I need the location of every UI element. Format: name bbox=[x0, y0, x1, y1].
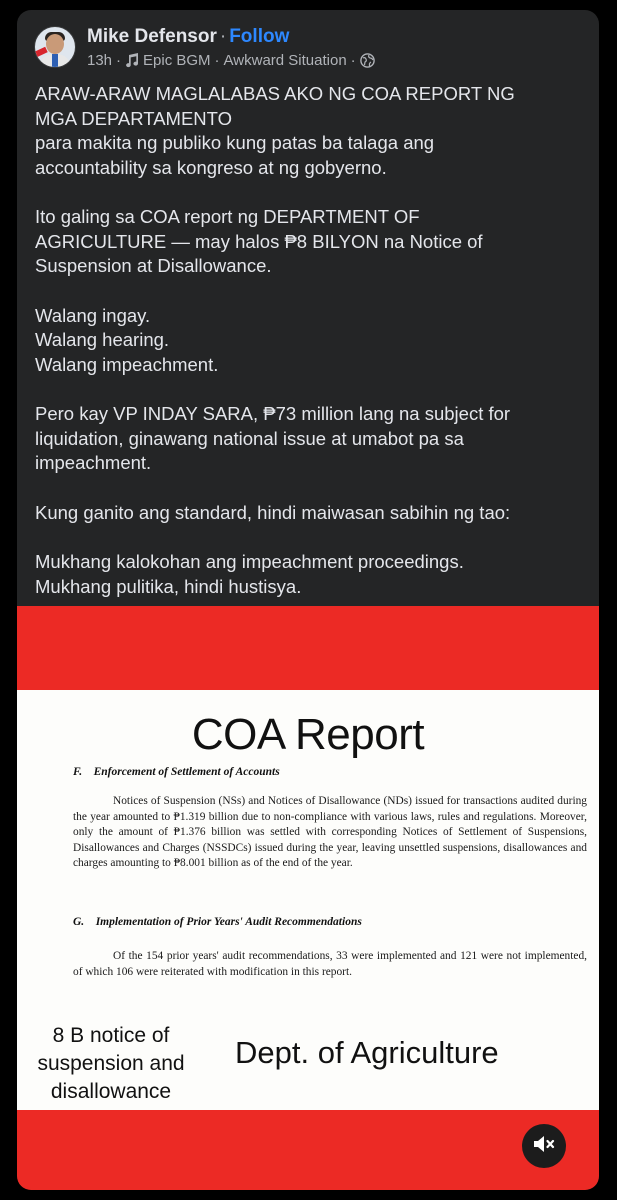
post-media-video[interactable] bbox=[17, 606, 599, 1190]
section-g-label: G. bbox=[73, 916, 85, 928]
section-f-body: Notices of Suspension (NSs) and Notices of Disallowance (NDs) issued for transactions audited during the year amounted to ₱1.319 billion due to non-compliance with various laws, rules and regulations. Moreover, only the amount of ₱1.376 billion was settled with corresponding Notices of Settlement of Suspensions, Disallowances and Charges (NSSDCs) issued during the year, leaving unsettled suspensions, disallowances and charges amounting to ₱8.001 billion as of the end of the year. bbox=[73, 795, 587, 869]
coa-report-document bbox=[17, 690, 599, 1110]
name-line bbox=[87, 26, 289, 48]
text-line: Mukhang pulitika, hindi hustisya. bbox=[35, 575, 302, 597]
music-separator: · bbox=[214, 52, 220, 69]
section-g-title: Implementation of Prior Years' Audit Recommendations bbox=[95, 916, 362, 928]
caption-left-line: disallowance bbox=[50, 1080, 172, 1103]
text-line: Walang impeachment. bbox=[35, 353, 219, 375]
author-name[interactable]: Mike Defensor bbox=[87, 26, 217, 47]
text-line: Pero kay VP INDAY SARA, ₱73 million lang na subject for bbox=[35, 403, 511, 424]
text-line: para makita ng publiko kung patas ba talaga ang bbox=[35, 132, 435, 153]
text-line: Kung ganito ang standard, hindi maiwasan sabihin ng tao: bbox=[35, 501, 511, 523]
caption-right: Dept. of Agriculture bbox=[235, 1035, 499, 1070]
speaker-muted-icon bbox=[532, 1133, 556, 1160]
caption-left-line: suspension and bbox=[37, 1052, 185, 1075]
text-line: ARAW-ARAW MAGLALABAS AKO NG COA REPORT NG bbox=[35, 83, 515, 104]
music-note-icon bbox=[125, 53, 139, 68]
post-header bbox=[17, 10, 599, 80]
text-line: Walang hearing. bbox=[35, 329, 170, 350]
text-line: liquidation, ginawang national issue at umabot pa sa bbox=[35, 427, 464, 449]
text-line: MGA DEPARTAMENTO bbox=[35, 107, 233, 129]
section-g-body: Of the 154 prior years' audit recommendations, 33 were implemented and 121 were not implemented, of which 106 were reiterated with modification in this report. bbox=[73, 950, 587, 978]
text-line: Mukhang kalokohan ang impeachment proceedings. bbox=[35, 551, 464, 572]
meta-separator: · bbox=[116, 52, 122, 69]
section-g-heading bbox=[73, 916, 362, 928]
section-f-label: F. bbox=[73, 766, 83, 778]
caption-left bbox=[19, 1022, 203, 1106]
text-line: Ito galing sa COA report ng DEPARTMENT OF bbox=[35, 206, 420, 227]
post-meta bbox=[87, 52, 375, 69]
report-title: COA Report bbox=[191, 710, 425, 759]
text-line: Suspension at Disallowance. bbox=[35, 255, 272, 276]
section-f-heading bbox=[73, 766, 280, 778]
music-title[interactable]: Epic BGM bbox=[143, 52, 211, 69]
globe-icon bbox=[360, 53, 375, 68]
name-separator: · bbox=[219, 26, 227, 47]
text-line: impeachment. bbox=[35, 452, 152, 473]
meta-separator-2: · bbox=[350, 52, 356, 69]
follow-button[interactable]: Follow bbox=[229, 26, 290, 47]
text-line: AGRICULTURE — may halos ₱8 BILYON na Notice of bbox=[35, 230, 483, 252]
text-line: Walang ingay. bbox=[35, 304, 151, 326]
post-card bbox=[17, 10, 599, 1190]
post-time[interactable]: 13h bbox=[87, 52, 113, 69]
track-title[interactable]: Awkward Situation bbox=[223, 52, 347, 69]
text-line: accountability sa kongreso at ng gobyerno. bbox=[35, 156, 387, 178]
post-text bbox=[35, 82, 591, 599]
section-f-title: Enforcement of Settlement of Accounts bbox=[93, 766, 280, 778]
author-avatar[interactable] bbox=[34, 26, 76, 68]
caption-left-line: 8 B notice of bbox=[52, 1024, 170, 1047]
mute-button[interactable] bbox=[522, 1124, 566, 1168]
